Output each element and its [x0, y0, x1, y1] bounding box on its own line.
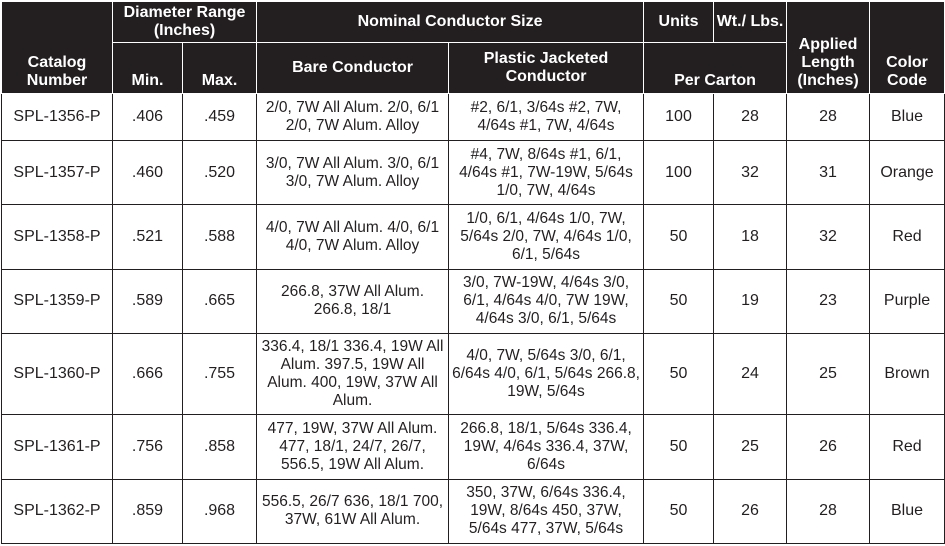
bare-conductor: 266.8, 37W All Alum. 266.8, 18/1: [257, 269, 449, 333]
weight-per-carton: 25: [714, 415, 787, 479]
plastic-jacketed-conductor: 266.8, 18/1, 5/64s 336.4, 19W, 4/64s 336.4, 37W, 6/64s: [449, 415, 644, 479]
plastic-jacketed-conductor: 350, 37W, 6/64s 336.4, 19W, 8/64s 450, 37W, 5/64s 477, 37W, 5/64s: [449, 479, 644, 543]
header-applied-length: Applied Length (Inches): [787, 2, 870, 94]
weight-per-carton: 24: [714, 334, 787, 415]
applied-length: 25: [787, 334, 870, 415]
diameter-max: .588: [183, 205, 257, 269]
color-code: Orange: [870, 141, 945, 205]
catalog-number: SPL-1356-P: [2, 94, 113, 141]
header-diameter-range: Diameter Range (Inches): [113, 2, 257, 43]
header-min: Min.: [113, 43, 183, 94]
header-nominal-size: Nominal Conductor Size: [257, 2, 644, 43]
diameter-max: .459: [183, 94, 257, 141]
applied-length: 23: [787, 269, 870, 333]
applied-length: 32: [787, 205, 870, 269]
plastic-jacketed-conductor: 3/0, 7W-19W, 4/64s 3/0, 6/1, 4/64s 4/0, 7W 19W, 4/64s 3/0, 6/1, 5/64s: [449, 269, 644, 333]
color-code: Red: [870, 205, 945, 269]
bare-conductor: 4/0, 7W All Alum. 4/0, 6/1 4/0, 7W Alum. Alloy: [257, 205, 449, 269]
color-code: Blue: [870, 479, 945, 543]
diameter-max: .858: [183, 415, 257, 479]
table-row: [2, 269, 945, 333]
bare-conductor: 336.4, 18/1 336.4, 19W All Alum. 397.5, 19W All Alum. 400, 19W, 37W All Alum.: [257, 334, 449, 415]
bare-conductor: 2/0, 7W All Alum. 2/0, 6/1 2/0, 7W Alum. Alloy: [257, 94, 449, 141]
catalog-number: SPL-1359-P: [2, 269, 113, 333]
header-plastic-jacketed: Plastic Jacketed Conductor: [449, 43, 644, 94]
units-per-carton: 100: [644, 141, 714, 205]
units-per-carton: 100: [644, 94, 714, 141]
weight-per-carton: 28: [714, 94, 787, 141]
header-max: Max.: [183, 43, 257, 94]
units-per-carton: 50: [644, 415, 714, 479]
color-code: Red: [870, 415, 945, 479]
diameter-min: .666: [113, 334, 183, 415]
catalog-number: SPL-1360-P: [2, 334, 113, 415]
weight-per-carton: 26: [714, 479, 787, 543]
header-color-code: Color Code: [870, 2, 945, 94]
color-code: Blue: [870, 94, 945, 141]
units-per-carton: 50: [644, 479, 714, 543]
catalog-number: SPL-1357-P: [2, 141, 113, 205]
header-catalog-number: Catalog Number: [2, 2, 113, 94]
diameter-max: .520: [183, 141, 257, 205]
applied-length: 28: [787, 94, 870, 141]
table-row: [2, 94, 945, 141]
diameter-min: .859: [113, 479, 183, 543]
color-code: Brown: [870, 334, 945, 415]
header-units: Units: [644, 2, 714, 43]
plastic-jacketed-conductor: #2, 6/1, 3/64s #2, 7W, 4/64s #1, 7W, 4/64s: [449, 94, 644, 141]
header-bare-conductor: Bare Conductor: [257, 43, 449, 94]
units-per-carton: 50: [644, 205, 714, 269]
weight-per-carton: 18: [714, 205, 787, 269]
catalog-number: SPL-1358-P: [2, 205, 113, 269]
spec-table: [1, 1, 945, 544]
header-weight: Wt./ Lbs.: [714, 2, 787, 43]
applied-length: 26: [787, 415, 870, 479]
plastic-jacketed-conductor: 1/0, 6/1, 4/64s 1/0, 7W, 5/64s 2/0, 7W, 4/64s 1/0, 6/1, 5/64s: [449, 205, 644, 269]
diameter-min: .521: [113, 205, 183, 269]
applied-length: 31: [787, 141, 870, 205]
diameter-min: .589: [113, 269, 183, 333]
color-code: Purple: [870, 269, 945, 333]
catalog-number: SPL-1361-P: [2, 415, 113, 479]
diameter-min: .460: [113, 141, 183, 205]
weight-per-carton: 32: [714, 141, 787, 205]
units-per-carton: 50: [644, 334, 714, 415]
table-row: [2, 141, 945, 205]
diameter-max: .968: [183, 479, 257, 543]
plastic-jacketed-conductor: 4/0, 7W, 5/64s 3/0, 6/1, 6/64s 4/0, 6/1, 5/64s 266.8, 19W, 5/64s: [449, 334, 644, 415]
bare-conductor: 3/0, 7W All Alum. 3/0, 6/1 3/0, 7W Alum. Alloy: [257, 141, 449, 205]
bare-conductor: 477, 19W, 37W All Alum. 477, 18/1, 24/7, 26/7, 556.5, 19W All Alum.: [257, 415, 449, 479]
plastic-jacketed-conductor: #4, 7W, 8/64s #1, 6/1, 4/64s #1, 7W-19W, 5/64s 1/0, 7W, 4/64s: [449, 141, 644, 205]
table-row: [2, 479, 945, 543]
diameter-min: .756: [113, 415, 183, 479]
table-row: [2, 205, 945, 269]
units-per-carton: 50: [644, 269, 714, 333]
header-per-carton: Per Carton: [644, 43, 787, 94]
table-row: [2, 415, 945, 479]
diameter-max: .755: [183, 334, 257, 415]
weight-per-carton: 19: [714, 269, 787, 333]
diameter-min: .406: [113, 94, 183, 141]
table-row: [2, 334, 945, 415]
diameter-max: .665: [183, 269, 257, 333]
bare-conductor: 556.5, 26/7 636, 18/1 700, 37W, 61W All Alum.: [257, 479, 449, 543]
catalog-number: SPL-1362-P: [2, 479, 113, 543]
applied-length: 28: [787, 479, 870, 543]
